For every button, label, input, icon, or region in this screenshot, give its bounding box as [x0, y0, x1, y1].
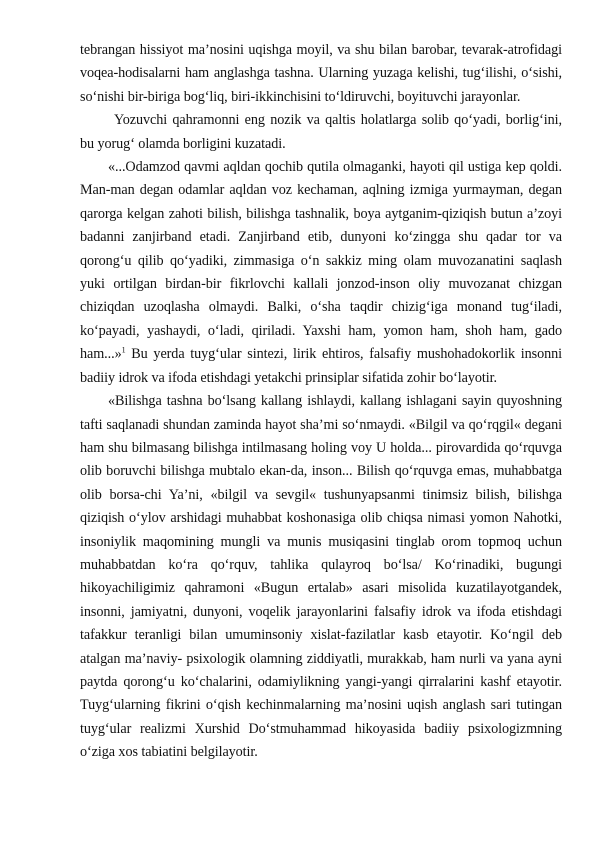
body-text	[80, 39, 562, 765]
paragraph-4: «Bilishga tashna bo‘lsang kallang ishlaydi, kallang ishlagani sayin quyoshning tafti saqlanadi shundan zaminda hayot sha’mi so‘nmaydi. «Bilgil va qo‘rqgil« degani ham shu bilmasang bilishga intilmasang holing voy U holda... pirovardida qo‘rquvga olib boruvchi bilishga mubtalo ekan-da, inson... Bilish qo‘rquvga emas, muhabbatga olib borsa-chi Ya’ni, «bilgil va sevgil« tushunyapsanmi tinimsiz bilish, bilishga qiziqish o‘ylov arshidagi muhabbat koshonasiga olib chiqsa nimasi yomon Nahotki, insoniylik maqomining mungli va munis musiqasini tinglab orom topmoq uchun muhabbatdan ko‘ra qo‘rquv, tahlika qulayroq bo‘lsa/ Ko‘rinadiki, bugungi hikoyachiligimiz qahramoni «Bugun ertalab» asari misolida kuzatilayotgandek, insonni, jamiyatni, dunyoni, voqelik jarayonlarini falsafiy idrok va ifoda etishdagi tafakkur teranligi bilan umuminsoniy xislat-fazilatlar kasb etayotir. Ko‘ngil deb atalgan ma’naviy- psixologik olamning ziddiyatli, murakkab, ham nurli va yana ayni paytda qorong‘u ko‘chalarini, odamiylikning yangi-yangi qirralarini kashf etayotir. Tuyg‘ularning fikrini o‘qish kechinmalarning ma’nosini uqish anglash sari tutingan tuyg‘ular realizmi Xurshid Do‘stmuhammad hikoyasida badiiy psixologizmning o‘ziga xos tabiatini belgilayotir.	[80, 393, 562, 761]
quote-commentary: Bu yerda tuyg‘ular sintezi, lirik ehtiros, falsafiy mushohadokorlik insonni badiiy idrok va ifoda etishdagi yetakchi prinsiplar sifatida zohir bo‘layotir.	[80, 346, 562, 386]
paragraph-3-quote	[80, 156, 562, 390]
paragraph-1: tebrangan hissiyot ma’nosini uqishga moyil, va shu bilan barobar, tevarak-atrofidagi voqea-hodisalarni ham anglashga tashna. Ularning yuzaga kelishi, tug‘ilishi, o‘sishi, so‘nishi bir-biriga bog‘liq, biri-ikkinchisini to‘ldiruvchi, boyituvchi jarayonlar.	[80, 42, 562, 105]
quote-text: «...Odamzod qavmi aqldan qochib qutila olmaganki, hayoti qil ustiga kep qoldi. Man-man degan odamlar aqldan voz kechaman, aqlning izmiga yurmayman, degan qarorga kelgan zahoti bilish, bilishga tashnalik, boya aytganim-qiziqish butun a’zoyi badanni zanjirband etadi. Zanjirband etib, dunyoni ko‘zingga shu qadar tor va qorong‘u qilib qo‘yadiki, zimmasiga o‘n sakkiz ming olam muvozanatini saqlash yuki ortilgan birdan-bir fikrlovchi kallali jonzod-inson oliy muvozanat chizgan chiziqdan uzoqlasha olmaydi. Balki, o‘sha taqdir chizig‘iga monand tug‘iladi, ko‘payadi, yashaydi, o‘ladi, qiriladi. Yaxshi ham, yomon ham, shoh ham, gado ham...»	[80, 159, 562, 363]
paragraph-2: Yozuvchi qahramonni eng nozik va qaltis holatlarga solib qo‘yadi, borlig‘ini, bu yorug‘ olamda borligini kuzatadi.	[80, 112, 562, 152]
footnote-mark[interactable]: 1	[121, 345, 126, 355]
